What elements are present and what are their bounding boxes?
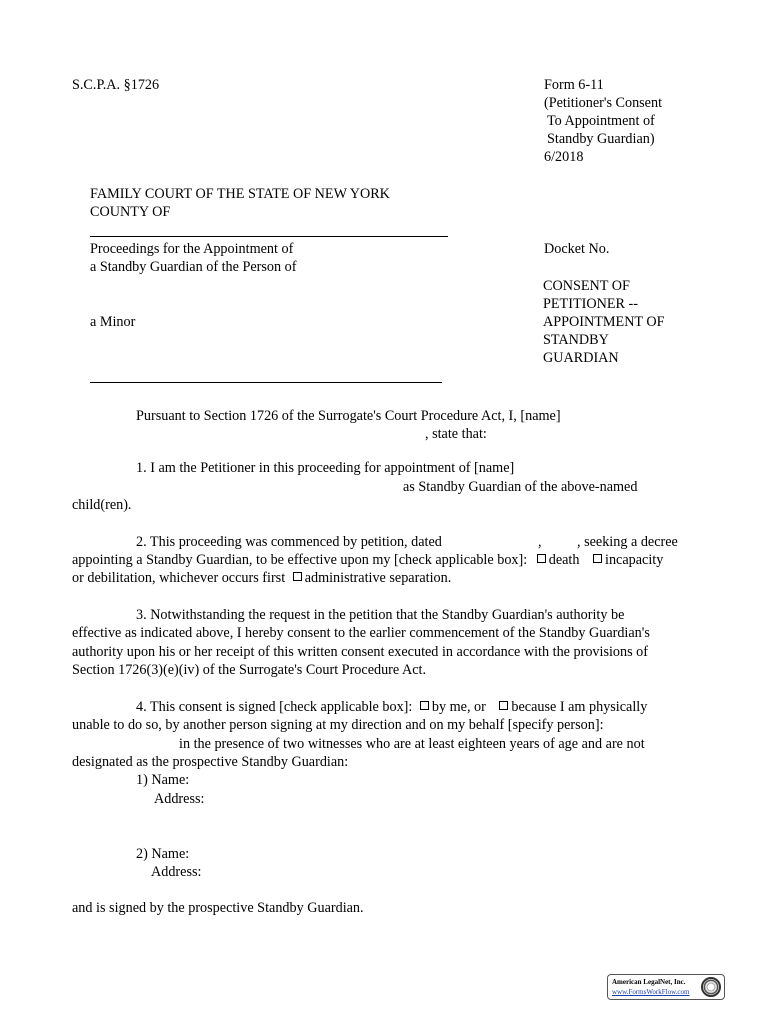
document-title-line: GUARDIAN — [543, 350, 619, 366]
paragraph-1: 1. I am the Petitioner in this proceeding for appointment of [name] — [136, 460, 515, 476]
statute-reference: S.C.P.A. §1726 — [72, 77, 160, 93]
paragraph-2-text: appointing a Standby Guardian, to be effective upon my [check applicable box]: — [72, 552, 528, 568]
intro-text: , state that: — [425, 426, 487, 442]
form-line: (Petitioner's Consent — [544, 95, 663, 111]
paragraph-2: , — [538, 534, 542, 550]
paragraph-2: , seeking a decree — [577, 534, 678, 550]
closing-text: and is signed by the prospective Standby Guardian. — [72, 900, 364, 916]
paragraph-3: 3. Notwithstanding the request in the petition that the Standby Guardian's authority be — [136, 607, 625, 623]
proceeding-title: Proceedings for the Appointment of — [90, 241, 294, 257]
caption-bottom-rule — [90, 382, 442, 383]
paragraph-2 — [72, 551, 663, 569]
court-name: FAMILY COURT OF THE STATE OF NEW YORK — [90, 186, 390, 202]
paragraph-2: 2. This proceeding was commenced by petition, dated — [136, 534, 442, 550]
incapacity-option-label: incapacity — [605, 552, 664, 568]
document-title-line: STANDBY — [543, 332, 609, 348]
minor-label: a Minor — [90, 314, 136, 330]
signed-by-me-checkbox[interactable] — [420, 701, 429, 710]
logo-company-name: American LegalNet, Inc. — [612, 978, 686, 986]
intro-text: Pursuant to Section 1726 of the Surrogate's Court Procedure Act, I, [name] — [136, 408, 561, 424]
form-line: Form 6-11 — [544, 77, 604, 93]
paragraph-4-text: 4. This consent is signed [check applicable box]: — [136, 699, 413, 715]
logo-website-link[interactable]: www.FormsWorkFlow.com — [612, 988, 690, 996]
signed-by-other-checkbox[interactable] — [499, 701, 508, 710]
docket-number-label: Docket No. — [544, 241, 610, 257]
witness-2-name-label: 2) Name: — [136, 846, 190, 862]
signed-by-me-label: by me, or — [431, 699, 486, 715]
administrative-separation-label: administrative separation. — [304, 570, 452, 586]
paragraph-1: as Standby Guardian of the above-named — [403, 479, 638, 495]
paragraph-3: authority upon his or her receipt of this written consent executed in accordance with the provisions of — [72, 644, 648, 660]
american-legalnet-logo[interactable] — [607, 974, 725, 1000]
proceeding-title: a Standby Guardian of the Person of — [90, 259, 297, 275]
paragraph-2 — [72, 569, 451, 587]
form-line: To Appointment of — [547, 113, 655, 129]
death-checkbox[interactable] — [537, 554, 546, 563]
paragraph-4 — [136, 698, 647, 716]
county-label: COUNTY OF — [90, 204, 171, 220]
form-line: 6/2018 — [544, 149, 584, 165]
seal-icon — [701, 977, 721, 997]
document-title-line: APPOINTMENT OF — [543, 314, 665, 330]
incapacity-checkbox[interactable] — [593, 554, 602, 563]
witness-2-address-label: Address: — [151, 864, 202, 880]
paragraph-2-text: or debilitation, whichever occurs first — [72, 570, 286, 586]
paragraph-4: designated as the prospective Standby Guardian: — [72, 754, 349, 770]
paragraph-4: in the presence of two witnesses who are at least eighteen years of age and are not — [179, 736, 645, 752]
administrative-separation-checkbox[interactable] — [293, 572, 302, 581]
form-line: Standby Guardian) — [547, 131, 655, 147]
paragraph-4: unable to do so, by another person signing at my direction and on my behalf [specify person]: — [72, 717, 604, 733]
paragraph-3: effective as indicated above, I hereby consent to the earlier commencement of the Standby Guardian's — [72, 625, 650, 641]
witness-1-name-label: 1) Name: — [136, 772, 190, 788]
death-option-label: death — [548, 552, 580, 568]
document-title-line: CONSENT OF — [543, 278, 630, 294]
paragraph-1: child(ren). — [72, 497, 132, 513]
document-title-line: PETITIONER -- — [543, 296, 638, 312]
caption-top-rule — [90, 236, 448, 237]
witness-1-address-label: Address: — [154, 791, 205, 807]
signed-by-other-label: because I am physically — [511, 699, 648, 715]
paragraph-3: Section 1726(3)(e)(iv) of the Surrogate's Court Procedure Act. — [72, 662, 426, 678]
